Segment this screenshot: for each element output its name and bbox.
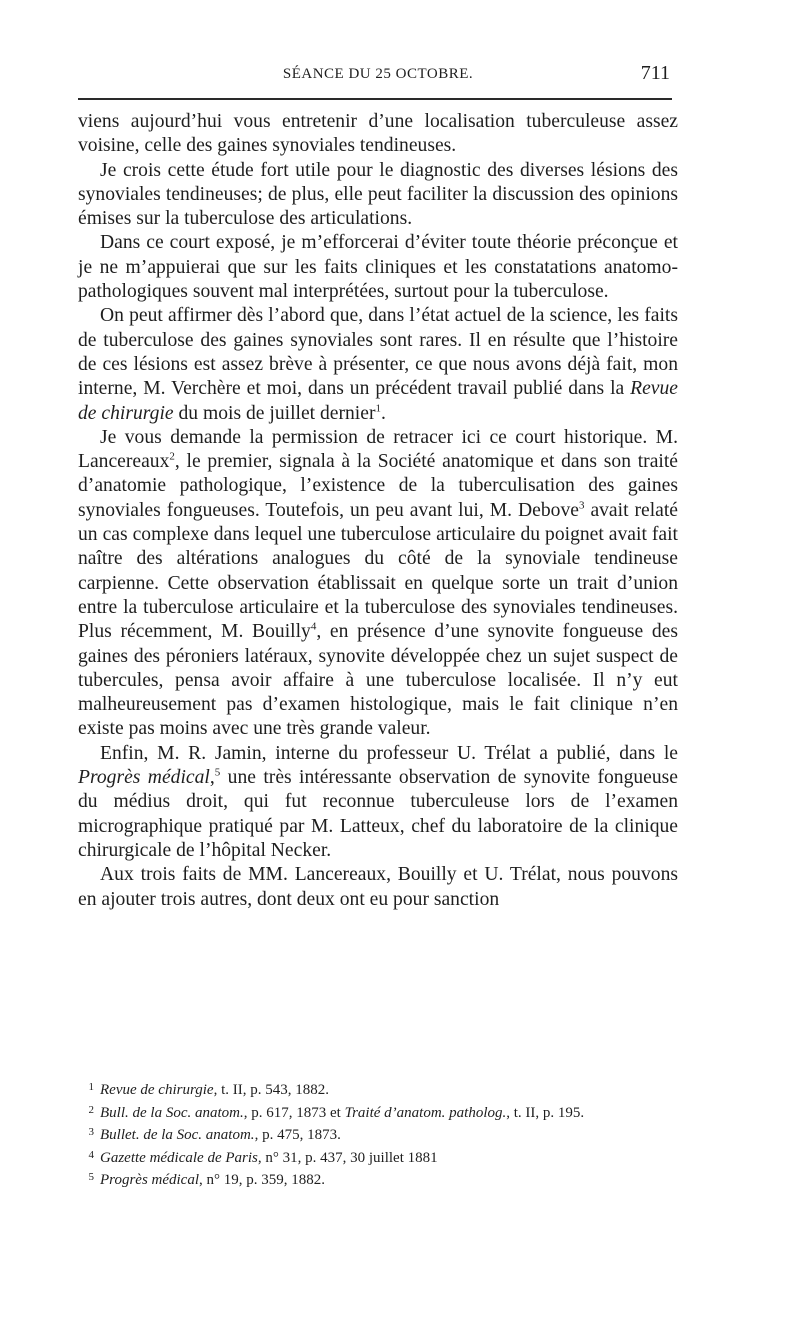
footnotes (78, 1078, 678, 1191)
header-rule (78, 98, 672, 100)
footnote-title: Bullet. de la Soc. anatom. (100, 1127, 255, 1143)
footnote-number: 5 (88, 1171, 94, 1183)
paragraph-5-text-d: , en présence d’une synovite fongueuse des gaines des péroniers latéraux, synovite développée chez un sujet suspect de tubercules, pensa avoir affaire à une tuberculose localisée. Il n’y eut malheureusement pas d’examen histologique, mais le fait clinique n’en existe pas moins avec une très grande valeur. (78, 621, 678, 740)
paragraph-7 (78, 863, 678, 912)
footnote-middle: , p. 617, 1873 et (243, 1104, 345, 1121)
footnote-title: Gazette médicale de Paris (100, 1149, 258, 1166)
paragraph-4-text-c: . (380, 402, 386, 424)
footnote-2 (78, 1101, 678, 1124)
footnote-ref-1: 1 (375, 402, 381, 415)
running-head: SÉANCE DU 25 OCTOBRE. (282, 66, 474, 82)
paragraph-6-text-b: , (209, 767, 215, 789)
paragraph-3 (78, 231, 678, 304)
footnote-ref-2: 2 (169, 450, 175, 463)
footnote-title: Bull. de la Soc. anatom. (100, 1104, 244, 1121)
paragraph-6-text-a: Enfin, M. R. Jamin, interne du professeur U. Trélat a publié, dans le (100, 742, 678, 764)
paragraph-5-text-b: , le premier, signala à la Société anatomique et dans son traité d’anatomie pathologique, l’existence de la tuberculisation des gaines synoviales fongueuses. Toutefois, un peu avant lui, M. Debove (78, 451, 678, 521)
footnote-rest: , t. II, p. 195. (506, 1104, 585, 1121)
footnote-title: Revue de chirurgie (100, 1082, 214, 1098)
footnote-number: 1 (88, 1081, 94, 1093)
footnote-ref-3: 3 (578, 499, 585, 512)
footnote-5 (78, 1168, 678, 1191)
footnote-rest: , p. 475, 1873. (254, 1127, 341, 1143)
paragraph-6-text-c: une très intéressante observation de synovite fongueuse du médius droit, qui fut reconnue tuberculeuse lors de l’examen micrographique pratiqué par M. Latteux, chef du laboratoire de la clinique chirurgicale de l’hôpital Necker. (78, 767, 678, 861)
paragraph-4 (78, 304, 678, 425)
footnote-ref-4: 4 (310, 620, 317, 633)
journal-title-progres-medical: Progrès médical (78, 767, 210, 789)
body-text (78, 110, 678, 912)
footnote-title: Progrès médical (100, 1172, 200, 1188)
paragraph-1 (78, 110, 678, 159)
paragraph-3-text: Dans ce court exposé, je m’efforcerai d’éviter toute théorie préconçue et je ne m’appuierai que sur les faits cliniques et les constatations anatomo-pathologiques souvent mal interprétées, surtout pour la tuberculose. (78, 232, 678, 303)
paragraph-4-text-b: du mois de juillet dernier (173, 402, 376, 424)
journal-title-revue-de-chirurgie: Revue de chirurgie (78, 378, 678, 424)
footnote-rest: , t. II, p. 543, 1882. (213, 1082, 329, 1098)
paragraph-5 (78, 426, 678, 742)
paragraph-4-text-a: On peut affirmer dès l’abord que, dans l’état actuel de la science, les faits de tuberculose des gaines synoviales sont rares. Il en résulte que l’histoire de ces lésions est assez brève à présenter, ce que nous avons déjà fait, mon interne, M. Verchère et moi, dans un précédent travail publié dans la (78, 305, 678, 400)
paragraph-1-text: viens aujourd’hui vous entretenir d’une localisation tuberculeuse assez voisine, celle des gaines synoviales tendineuses. (78, 111, 678, 157)
footnote-3 (78, 1123, 678, 1146)
footnote-number: 2 (88, 1103, 94, 1116)
paragraph-7-text: Aux trois faits de MM. Lancereaux, Bouilly et U. Trélat, nous pouvons en ajouter trois autres, dont deux ont eu pour sanction (78, 864, 678, 910)
paragraph-2-text: Je crois cette étude fort utile pour le diagnostic des diverses lésions des synoviales tendineuses; de plus, elle peut faciliter la discussion des opinions émises sur la tuberculose des articulations. (78, 159, 678, 230)
page-header (78, 60, 678, 90)
paragraph-6 (78, 742, 678, 863)
page-number: 711 (640, 62, 670, 84)
footnote-title-2: Traité d’anatom. patholog. (344, 1104, 507, 1121)
footnote-rest: , n° 19, p. 359, 1882. (199, 1172, 326, 1188)
footnote-number: 3 (88, 1126, 94, 1138)
footnote-1 (78, 1078, 678, 1101)
paragraph-5-text-c: avait relaté un cas complexe dans lequel une tuberculose articulaire du poignet avait fait naître des altérations analogues du côté de la synoviale tendineuse carpienne. Cette observation établissait en quelque sorte un trait d’union entre la tuberculose articulaire et la tuberculose des synoviales tendineuses. Plus récemment, M. Bouilly (78, 499, 678, 643)
paragraph-5-text-a: Je vous demande la permission de retracer ici ce court historique. M. Lancereaux (78, 426, 678, 473)
footnote-ref-5: 5 (214, 766, 221, 779)
footnote-4 (78, 1146, 678, 1169)
footnote-rest: , n° 31, p. 437, 30 juillet 1881 (257, 1149, 438, 1166)
footnote-number: 4 (88, 1148, 94, 1161)
paragraph-2 (78, 159, 678, 232)
